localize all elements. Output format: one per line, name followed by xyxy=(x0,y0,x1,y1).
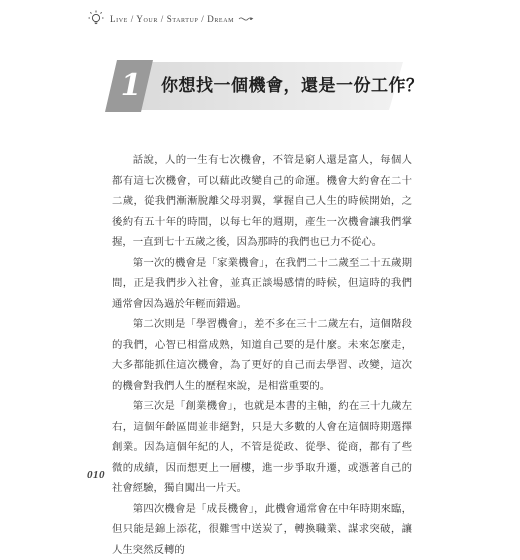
chapter-number: 1 xyxy=(111,64,151,108)
running-header xyxy=(88,10,254,28)
page-number: 010 xyxy=(87,469,105,481)
paragraph: 第二次則是「學習機會」，差不多在三十二歲左右，這個階段的我們，心智已相當成熟，知道自己要的是什麼。未來怎麼走，大多都能抓住這次機會，為了更好的自己而去學習、改變，這次的機會對我們人生的歷程來說，是相當重要的。 xyxy=(112,314,412,396)
paragraph: 話說，人的一生有七次機會，不管是窮人還是富人，每個人都有這七次機會，可以藉此改變自己的命運。機會大約會在二十二歲，從我們漸漸脫離父母羽翼，掌握自己人生的時候開始，之後約有五十年的時間，以每七年的週期，產生一次機會讓我們掌握，一直到七十五歲之後，因為那時的我們也已力不從心。 xyxy=(112,150,412,253)
chapter-title: 你想找一個機會，還是一份工作？ xyxy=(161,71,424,96)
body-text xyxy=(112,150,412,560)
lightbulb-icon xyxy=(88,10,104,28)
header-title: Live / Your / Startup / Dream xyxy=(110,14,234,24)
decorative-flourish-icon xyxy=(238,15,254,23)
paragraph: 第三次是「創業機會」，也就是本書的主軸，約在三十九歲左右，這個年齡區間並非絕對，只是大多數的人會在這個時期選擇創業。因為這個年紀的人，不管是從政、從學、從商，都有了些微的成績，因而想更上一層樓，進一步爭取升遷，或憑著自己的社會經驗，獨自闖出一片天。 xyxy=(112,396,412,499)
paragraph: 第一次的機會是「家業機會」，在我們二十二歲至二十五歲期間，正是我們步入社會，並真正談場感情的時候，但這時的我們通常會因為過於年輕而錯過。 xyxy=(112,253,412,315)
paragraph: 第四次機會是「成長機會」，此機會通常會在中年時期來臨，但只能是錦上添花，很難雪中送炭了，轉換職業、謀求突破，讓人生突然反轉的 xyxy=(112,499,412,560)
chapter-banner xyxy=(103,58,413,114)
